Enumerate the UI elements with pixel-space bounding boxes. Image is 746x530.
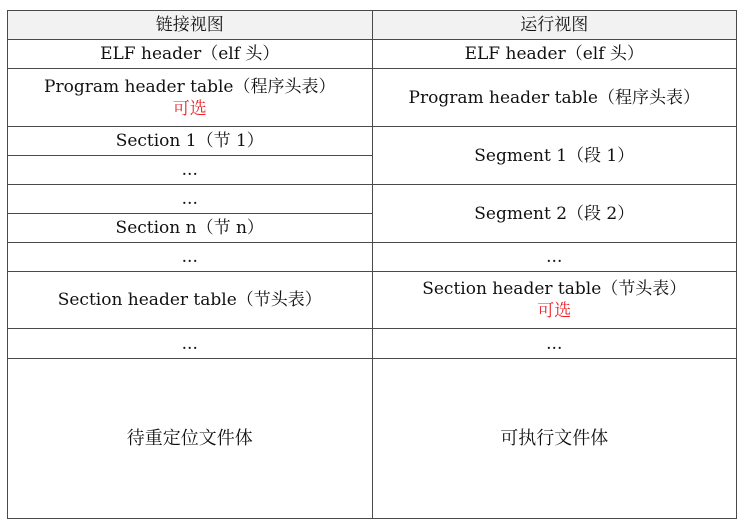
run-segment-1: Segment 1（段 1） xyxy=(372,127,737,185)
link-ellipsis-4: ... xyxy=(8,329,373,359)
link-program-header-optional: 可选 xyxy=(172,98,207,119)
run-body: 可执行文件体 xyxy=(372,359,737,519)
link-ellipsis-1: ... xyxy=(8,156,373,185)
link-view-header: 链接视图 xyxy=(8,11,373,40)
link-ellipsis-3: ... xyxy=(8,243,373,272)
elf-view-table xyxy=(7,10,737,519)
link-program-header-label: Program header table（程序头表） xyxy=(44,76,336,97)
link-section-n: Section n（节 n） xyxy=(8,214,373,243)
link-ellipsis-2: ... xyxy=(8,185,373,214)
run-ellipsis-2: ... xyxy=(372,329,737,359)
link-program-header-cell xyxy=(8,69,373,127)
link-elf-header: ELF header（elf 头） xyxy=(8,40,373,69)
run-section-header-optional: 可选 xyxy=(537,301,572,321)
run-section-header-label: Section header table（节头表） xyxy=(422,279,687,299)
run-program-header: Program header table（程序头表） xyxy=(372,69,737,127)
link-section-1: Section 1（节 1） xyxy=(8,127,373,156)
run-segment-2: Segment 2（段 2） xyxy=(372,185,737,243)
run-ellipsis-1: ... xyxy=(372,243,737,272)
run-section-header-cell xyxy=(372,272,737,329)
run-view-header: 运行视图 xyxy=(372,11,737,40)
run-elf-header: ELF header（elf 头） xyxy=(372,40,737,69)
link-body: 待重定位文件体 xyxy=(8,359,373,519)
link-section-header: Section header table（节头表） xyxy=(8,272,373,329)
